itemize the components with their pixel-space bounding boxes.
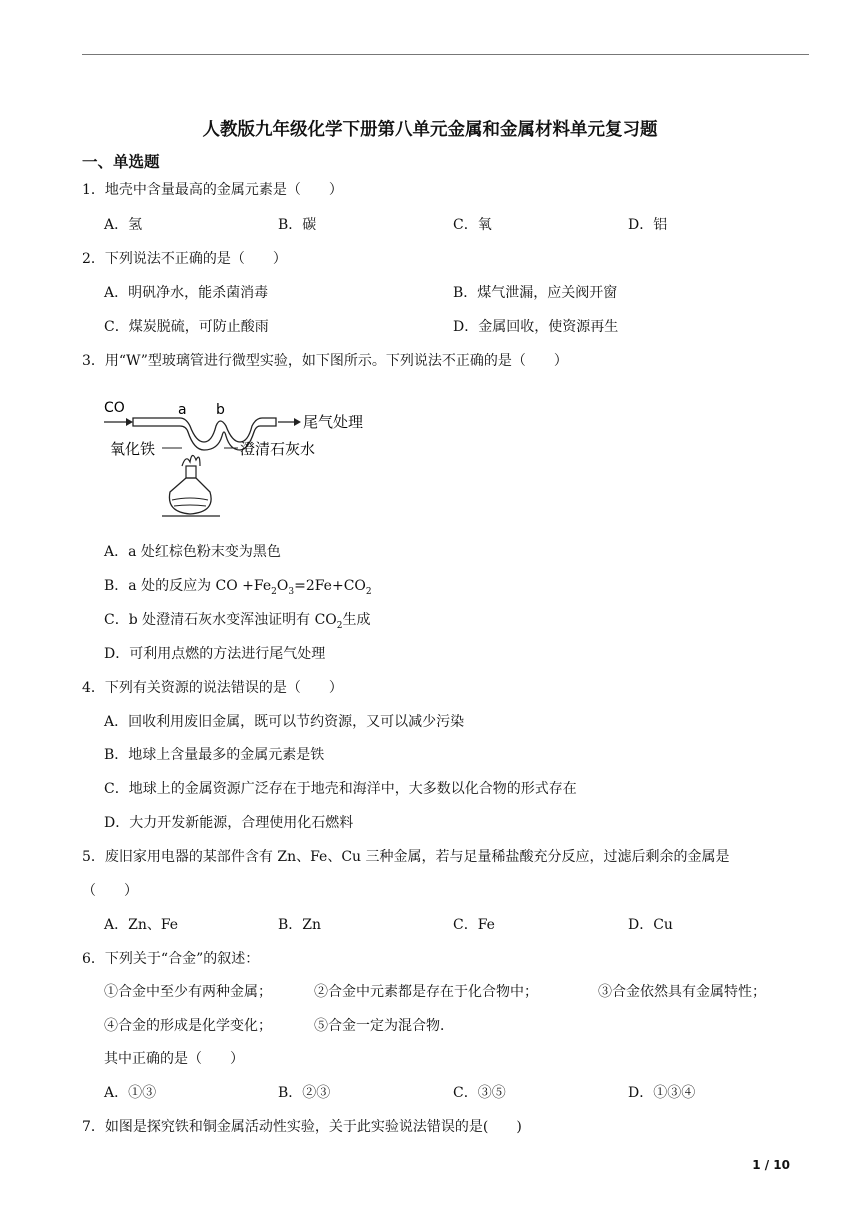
q2-option-d: D．金属回收，使资源再生 <box>453 319 619 335</box>
q6-option-c: C．③⑤ <box>453 1085 506 1101</box>
q1-option-a: A．氢 <box>104 217 143 233</box>
header-rule <box>82 54 809 55</box>
w-tube-apparatus-figure <box>100 396 372 524</box>
question-1-stem: 1．地壳中含量最高的金属元素是（ ） <box>82 182 343 198</box>
q4-option-c: C．地球上的金属资源广泛存在于地壳和海洋中，大多数以化合物的形式存在 <box>104 781 577 797</box>
fig-label-a: a <box>178 402 187 418</box>
q1-option-c: C．氧 <box>453 217 492 233</box>
page-number: 1 / 10 <box>752 1158 790 1172</box>
q6-option-d: D．①③④ <box>628 1085 696 1101</box>
q5-option-c: C．Fe <box>453 917 495 933</box>
q4-option-d: D．大力开发新能源，合理使用化石燃料 <box>104 815 354 831</box>
question-7-stem: 7．如图是探究铁和铜金属活动性实验，关于此实验说法错误的是( ) <box>82 1119 522 1135</box>
question-4-stem: 4．下列有关资源的说法错误的是（ ） <box>82 680 343 696</box>
fig-label-co: CO <box>104 400 125 416</box>
question-5-stem: 5．废旧家用电器的某部件含有 Zn、Fe、Cu 三种金属，若与足量稀盐酸充分反应，过滤后剩余的金属是 <box>82 849 730 865</box>
q6-statement-1: ①合金中至少有两种金属； <box>104 984 272 1000</box>
q6-statement-5: ⑤合金一定为混合物． <box>314 1018 454 1034</box>
q1-option-d: D．铝 <box>628 217 668 233</box>
q5-option-d: D．Cu <box>628 917 673 933</box>
q4-option-a: A．回收利用废旧金属，既可以节约资源，又可以减少污染 <box>104 714 465 730</box>
q6-statement-4: ④合金的形成是化学变化； <box>104 1018 272 1034</box>
q2-option-b: B．煤气泄漏，应关阀开窗 <box>453 285 618 301</box>
fig-label-limewater: 澄清石灰水 <box>240 440 316 458</box>
q3-option-d: D．可利用点燃的方法进行尾气处理 <box>104 646 326 662</box>
fig-label-b: b <box>216 402 225 418</box>
question-5-stem-cont: （ ） <box>82 883 138 899</box>
q2-option-c: C．煤炭脱硫，可防止酸雨 <box>104 319 269 335</box>
q5-option-a: A．Zn、Fe <box>104 917 179 933</box>
q6-statement-3: ③合金依然具有金属特性； <box>598 984 766 1000</box>
document-title: 人教版九年级化学下册第八单元金属和金属材料单元复习题 <box>202 120 658 140</box>
q6-option-b: B．②③ <box>278 1085 331 1101</box>
q6-option-a: A．①③ <box>104 1085 157 1101</box>
section-heading: 一、单选题 <box>82 153 160 171</box>
fig-label-exhaust: 尾气处理 <box>303 413 364 431</box>
q4-option-b: B．地球上含量最多的金属元素是铁 <box>104 747 325 763</box>
q3-option-a: A．a 处红棕色粉末变为黑色 <box>104 544 281 560</box>
question-2-stem: 2．下列说法不正确的是（ ） <box>82 251 287 267</box>
q5-option-b: B．Zn <box>278 917 322 933</box>
q3-option-b: B．a 处的反应为 CO $+Fe_2O_3=2Fe+CO_2$ <box>104 578 372 597</box>
question-3-stem: 3．用“W”型玻璃管进行微型实验，如下图所示。下列说法不正确的是（ ） <box>82 353 568 369</box>
fig-label-iron-oxide: 氧化铁 <box>110 440 156 458</box>
q1-option-b: B．碳 <box>278 217 317 233</box>
question-6-stem: 6．下列关于“合金”的叙述： <box>82 951 260 967</box>
q6-ask: 其中正确的是（ ） <box>104 1051 244 1067</box>
q6-statement-2: ②合金中元素都是存在于化合物中； <box>314 984 538 1000</box>
q3-option-c: C．b 处澄清石灰水变浑浊证明有 $CO_2$生成 <box>104 612 371 631</box>
q2-option-a: A．明矾净水，能杀菌消毒 <box>104 285 269 301</box>
